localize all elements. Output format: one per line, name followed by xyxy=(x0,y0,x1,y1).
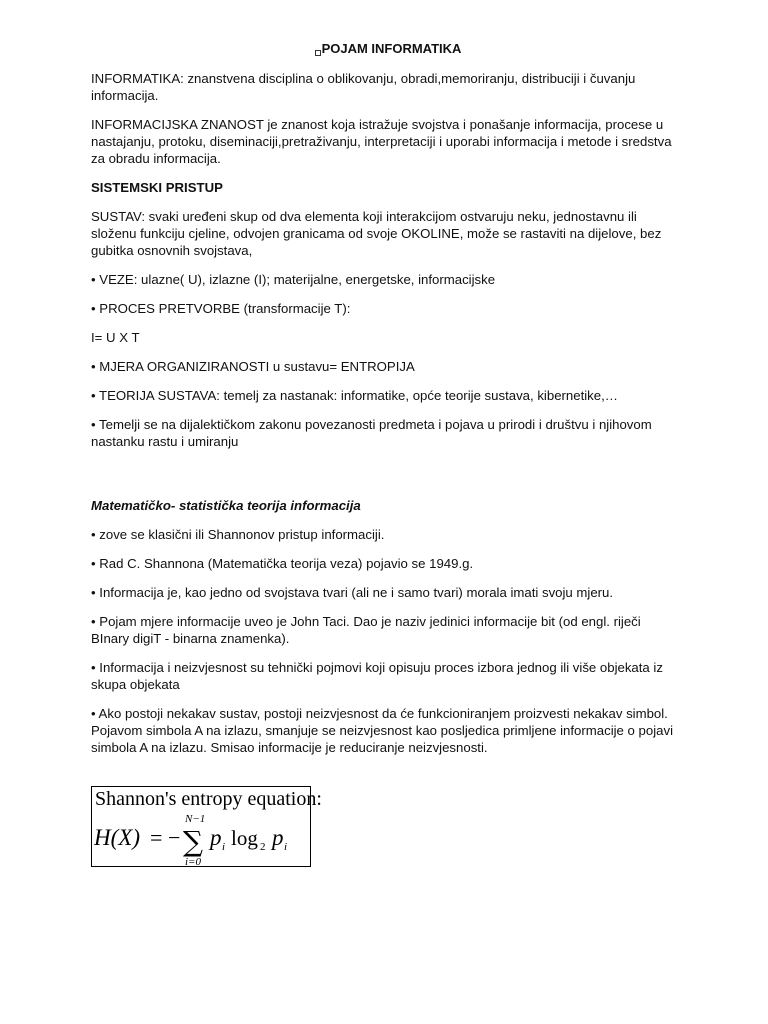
bullet-proces: • PROCES PRETVORBE (transformacije T): xyxy=(91,301,351,316)
entropy-formula xyxy=(94,811,310,866)
bookmark-marker-icon xyxy=(315,50,321,56)
bullet-veze: • VEZE: ulazne( U), izlazne (I); materijalne, energetske, informacijske xyxy=(91,272,496,287)
bullet-zove: • zove se klasični ili Shannonov pristup informaciji. xyxy=(91,527,385,542)
bullet-rad: • Rad C. Shannona (Matematička teorija veza) pojavio se 1949.g. xyxy=(91,556,474,571)
sum-symbol: ∑ xyxy=(183,825,203,858)
sum-upper-limit: N−1 xyxy=(185,813,206,825)
page-title: POJAM INFORMATIKA xyxy=(91,40,681,57)
bullet-informacija-je: • Informacija je, kao jedno od svojstava tvari (ali ne i samo tvari) morala imati svoju mjeru. xyxy=(91,585,614,600)
bullet-neizvjesnost: • Informacija i neizvjesnost su tehnički pojmovi koji opisuju proces izbora jednog ili više objekata iz skupa objekata xyxy=(91,660,663,692)
paragraph-informatika: INFORMATIKA: znanstvena disciplina o oblikovanju, obradi,memoriranju, distribuciji i čuvanju informacija. xyxy=(91,71,636,103)
heading-matematicko-statisticka: Matematičko- statistička teorija informacija xyxy=(91,498,361,513)
formula-lhs: H(X) xyxy=(94,825,140,850)
bullet-ako: • Ako postoji nekakav sustav, postoji neizvjesnost da će funkcioniranjem proizvesti nekakav simbol. Pojavom simbola A na izlazu, smanjuje se neizvjesnost kao posljedica primljene informacije o pojavi simbola A na izlazu. Smisao informacije je reduciranje neizvjesnosti. xyxy=(91,706,674,755)
paragraph-informacijska-znanost: INFORMACIJSKA ZNANOST je znanost koja istražuje svojstva i ponašanje informacija, procese u nastajanju, protoku, diseminaciji,pretraživanju, interpretaciji i uporabi informacija i metode i sredstva za obradu informacija. xyxy=(91,117,672,166)
paragraph-sustav: SUSTAV: svaki uređeni skup od dva elementa koji interakcijom ostvaruju neku, jednostavnu ili složenu funkciju cjeline, odvojen granicama od svoje OKOLINE, može se rastaviti na dijelove, bez gubitka osnovnih svojstava, xyxy=(91,209,662,258)
bullet-mjera: • MJERA ORGANIZIRANOSTI u sustavu= ENTROPIJA xyxy=(91,359,415,374)
formula-p2: p xyxy=(272,825,284,850)
entropy-equation-box xyxy=(91,786,322,867)
section-spacer xyxy=(91,462,681,497)
formula-sub-i1: i xyxy=(222,841,226,853)
formula-equals: = xyxy=(150,825,163,850)
formula-log-base: 2 xyxy=(260,841,266,853)
bullet-temelji: • Temelji se na dijalektičkom zakonu povezanosti predmeta i pojava u prirodi i društvu i njihovom nastanku rastu i umiranju xyxy=(91,417,652,449)
formula-sub-i2: i xyxy=(284,841,288,853)
bullet-teorija: • TEORIJA SUSTAVA: temelj za nastanak: informatike, opće teorije sustava, kibernetike,… xyxy=(91,388,618,403)
equation-title: Shannon's entropy equation: xyxy=(95,788,322,810)
formula-log: log xyxy=(231,826,258,850)
sum-lower-limit: i=0 xyxy=(185,856,201,866)
heading-sistemski-pristup: SISTEMSKI PRISTUP xyxy=(91,180,223,195)
formula-minus: − xyxy=(168,825,181,850)
bullet-pojam: • Pojam mjere informacije uveo je John Taci. Dao je naziv jedinici informacije bit (od engl. riječi BInary digiT - binarna znamenka). xyxy=(91,614,641,646)
formula-p1: p xyxy=(210,825,222,850)
document-page xyxy=(91,40,681,768)
formula-line: I= U X T xyxy=(91,330,140,345)
